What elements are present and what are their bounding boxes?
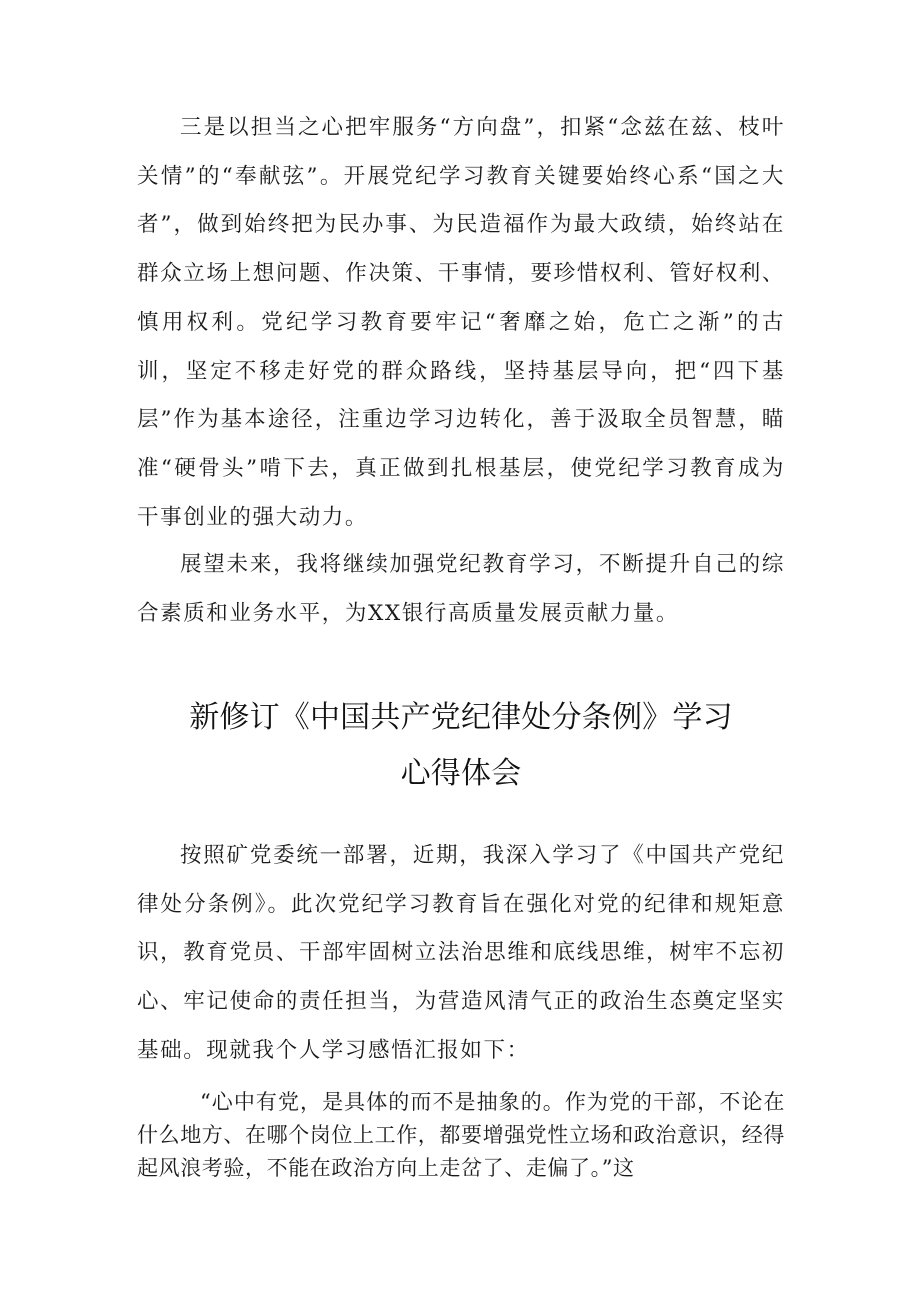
article-title (137, 690, 785, 802)
paragraph-service-steering-wheel: 三是以担当之心把牢服务“方向盘”，扣紧“念兹在兹、枝叶关情”的“奉献弦”。开展党纪学习教育关键要始终心系“国之大者”，做到始终把为民办事、为民造福作为最大政绩，始终站在群众立场上想问题、作决策、干事情，要珍惜权利、管好权利、慎用权利。党纪学习教育要牢记“奢靡之始，危亡之渐”的古训，坚定不移走好党的群众路线，坚持基层导向，把“四下基层”作为基本途径，注重边学习边转化，善于汲取全员智慧，瞄准“硬骨头”啃下去，真正做到扎根基层，使党纪学习教育成为干事创业的强大动力。 (137, 115, 785, 530)
paragraph-introduction: 按照矿党委统一部署，近期，我深入学习了《中国共产党纪律处分条例》。此次党纪学习教育旨在强化对党的纪律和规矩意识，教育党员、干部牢固树立法治思维和底线思维，树牢不忘初心、牢记使命的责任担当，为营造风清气正的政治生态奠定坚实基础。现就我个人学习感悟汇报如下： (137, 843, 785, 1063)
paragraph-outlook: 展望未来，我将继续加强党纪教育学习，不断提升自己的综合素质和业务水平，为XX银行高质量发展贡献力量。 (137, 552, 785, 626)
article-title-line-2: 心得体会 (400, 756, 522, 791)
paragraph-quote: “心中有党，是具体的而不是抽象的。作为党的干部，不论在什么地方、在哪个岗位上工作，都要增强党性立场和政治意识，经得起风浪考验，不能在政治方向上走岔了、走偏了。”这 (137, 1090, 785, 1180)
article-title-line-1: 新修订《中国共产党纪律处分条例》学习 (189, 700, 733, 735)
